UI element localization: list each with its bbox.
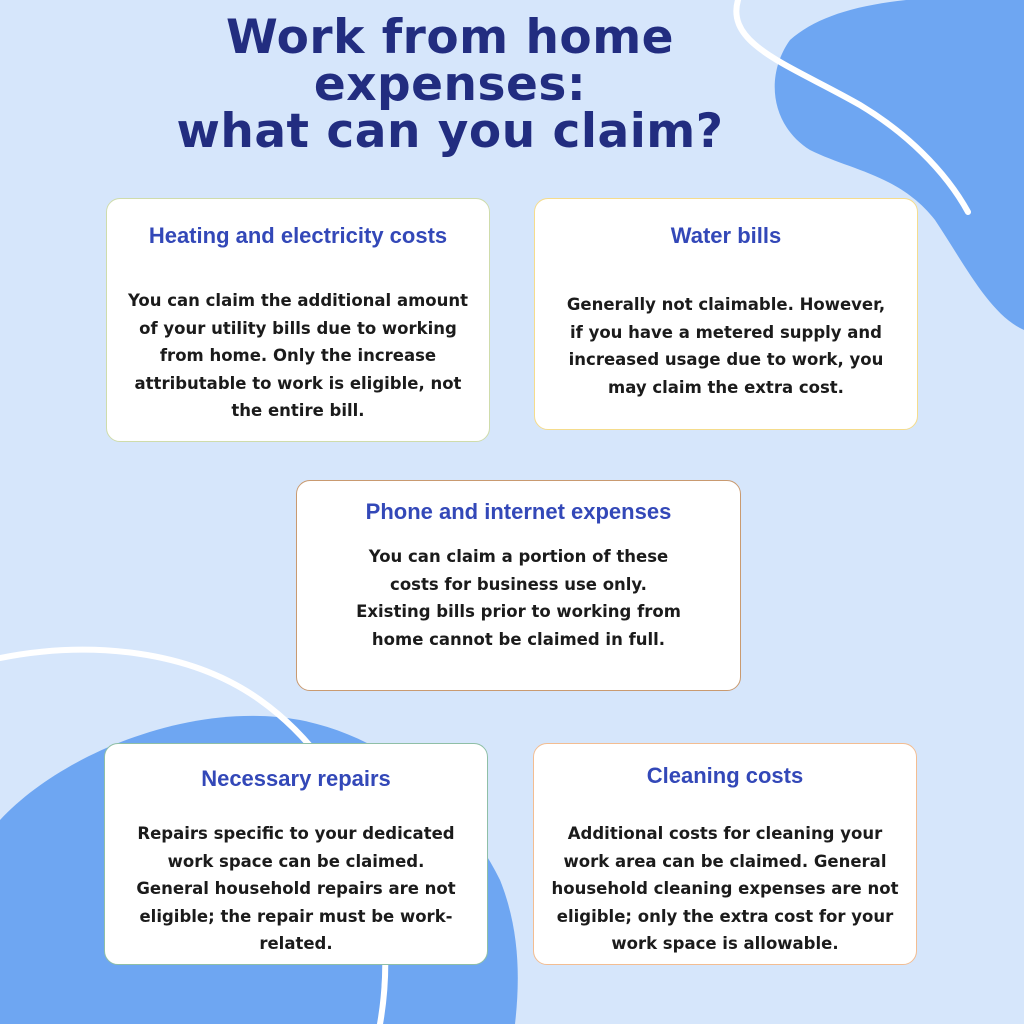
title-line-3: what can you claim? <box>176 104 724 159</box>
card-heading: Water bills <box>670 223 782 248</box>
card-body: You can claim a portion of these costs for business use only. Existing bills prior to working from home cannot be claimed in full. <box>356 547 681 649</box>
card-heading: Cleaning costs <box>646 763 804 788</box>
title-line-2: expenses: <box>313 57 587 112</box>
card-heading: Phone and internet expenses <box>365 499 672 524</box>
title-line-1: Work from home <box>225 10 675 65</box>
water-bills-card <box>534 198 918 430</box>
card-body: Generally not claimable. However, if you have a metered supply and increased usage due to work, you may claim the extra cost. <box>566 295 886 397</box>
heating-electricity-card <box>106 198 490 442</box>
card-body: Additional costs for cleaning your work area can be claimed. General household cleaning expenses are not eligible; only the extra cost for your work space is allowable. <box>551 824 899 953</box>
card-heading: Heating and electricity costs <box>148 223 448 248</box>
necessary-repairs-card <box>104 743 488 965</box>
card-heading: Necessary repairs <box>201 766 391 791</box>
card-body: You can claim the additional amount of your utility bills due to working from home. Only the increase attributable to work is eligible, not the entire bill. <box>127 291 468 420</box>
phone-internet-card <box>296 480 741 691</box>
page-title <box>150 10 750 159</box>
card-body: Repairs specific to your dedicated work space can be claimed. General household repairs are not eligible; the repair must be work-related. <box>136 824 456 953</box>
cleaning-costs-card <box>533 743 917 965</box>
